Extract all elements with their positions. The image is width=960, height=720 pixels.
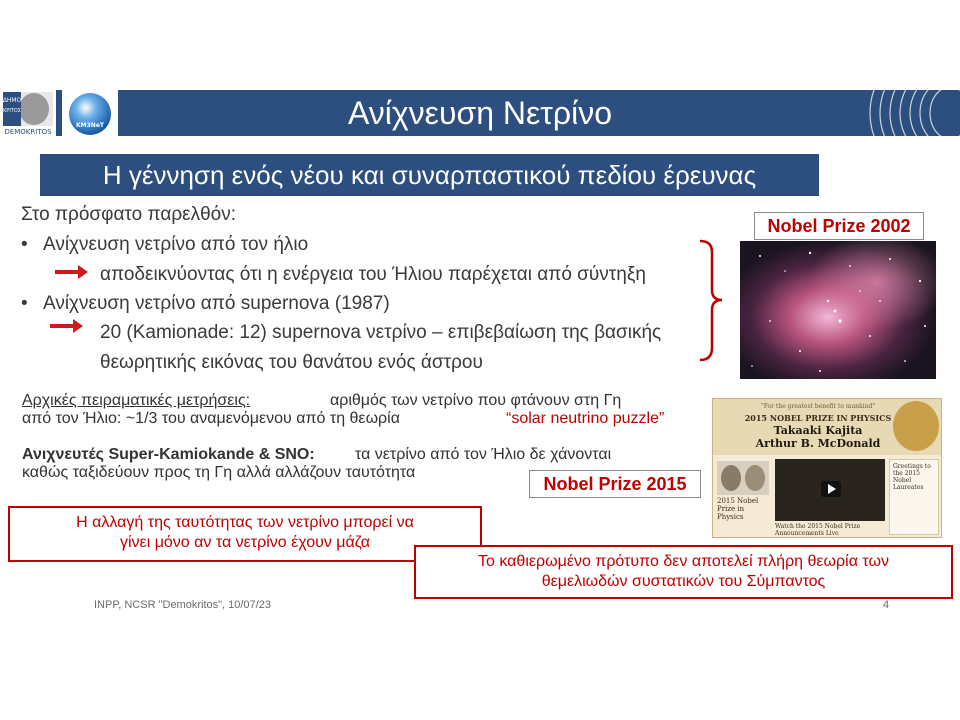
bullet-2-sub2: θεωρητικής εικόνας του θανάτου ενός άστρου <box>100 352 483 373</box>
nobel-greetings-panel <box>889 459 939 535</box>
nobel-2002-label: Nobel Prize 2002 <box>754 212 924 240</box>
nobel-greetings-text: Greetings to the 2015 Nobel Laureates <box>893 463 931 491</box>
demokritos-logo <box>0 90 56 137</box>
standard-model-line-2: θεμελιωδών συστατικών του Σύμπαντος <box>541 573 826 590</box>
mass-note-line-1: Η αλλαγή της ταυτότητας των νετρίνο μπορεί να <box>76 514 414 531</box>
logo2-text: KM3NeT <box>76 122 104 129</box>
bullet-2-sub1: 20 (Kamionade: 12) supernova νετρίνο – επιβεβαίωση της βασικής <box>100 322 662 343</box>
video-player[interactable] <box>775 459 885 521</box>
measurements-text-1: αριθμός των νετρίνο που φτάνουν στη Γη <box>330 392 622 409</box>
bullet-2-text: Ανίχνευση νετρίνο από supernova (1987) <box>43 293 390 314</box>
intro-text: Στο πρόσφατο παρελθόν: <box>21 204 237 225</box>
nobel-2015-webpage-image <box>712 398 942 538</box>
bullet-2-dot: • <box>21 293 28 314</box>
km3net-logo <box>62 90 118 137</box>
nobel-left-title: 2015 Nobel Prize in Physics <box>717 497 759 521</box>
nobel-2015-label: Nobel Prize 2015 <box>529 470 701 498</box>
arrow-1-shaft <box>55 270 79 274</box>
standard-model-box <box>414 545 953 599</box>
arrow-1-icon <box>78 265 88 279</box>
detectors-text-1: τα νετρίνο από τον Ήλιο δε χάνονται <box>355 446 612 463</box>
measurements-label: Αρχικές πειραματικές μετρήσεις: <box>22 392 251 409</box>
laureate-portraits <box>717 461 769 495</box>
arrow-2-icon <box>73 319 83 333</box>
nobel-laureate-2: Arthur B. McDonald <box>755 437 881 450</box>
standard-model-line-1: Το καθιερωμένο πρότυπο δεν αποτελεί πλήρη θεωρία των <box>478 553 889 570</box>
nobel-laureate-1: Takaaki Kajita <box>773 424 863 437</box>
detectors-bold: Ανιχνευτές Super-Kamiokande & SNO: <box>22 446 315 463</box>
bullet-1-dot: • <box>21 234 28 255</box>
measurements-text-2: από τον Ήλιο: ~1/3 του αναμενόμενου από τη θεωρία <box>22 410 400 427</box>
page-number: 4 <box>883 599 890 611</box>
right-brace-icon <box>696 238 726 364</box>
bullet-1-sub: αποδεικνύοντας ότι η ενέργεια του Ήλιου παρέχεται από σύντηξη <box>100 264 646 285</box>
bullet-1-text: Ανίχνευση νετρίνο από τον ήλιο <box>43 234 309 255</box>
solar-neutrino-puzzle: “solar neutrino puzzle” <box>506 410 665 427</box>
footer-text: INPP, NCSR "Demokritos", 10/07/23 <box>94 599 271 611</box>
mass-note-line-2: γίνει μόνο αν τα νετρίνο έχουν μάζα <box>120 534 370 551</box>
detectors-text-2: καθώς ταξιδεύουν προς τη Γη αλλά αλλάζουν ταυτότητα <box>22 464 416 481</box>
slide-title: Ανίχνευση Νετρίνο <box>348 95 612 131</box>
nebula-image <box>740 241 936 379</box>
nobel-web-heading: 2015 NOBEL PRIZE IN PHYSICS <box>744 413 892 423</box>
logo1-line2: ΚΡΙΤΟΣ <box>3 108 21 114</box>
play-icon <box>828 484 836 494</box>
logo1-caption: DEMOKRITOS <box>4 128 52 136</box>
mass-note-box <box>8 506 482 562</box>
nobel-tagline: "For the greatest benefit to mankind" <box>760 403 876 410</box>
slide-subtitle: Η γέννηση ενός νέου και συναρπαστικού πεδίου έρευνας <box>102 160 757 190</box>
logo1-line1: ΔΗΜΟ <box>2 97 22 104</box>
video-caption: Watch the 2015 Nobel Prize Announcements Live <box>775 523 861 537</box>
arrow-2-shaft <box>50 324 74 328</box>
